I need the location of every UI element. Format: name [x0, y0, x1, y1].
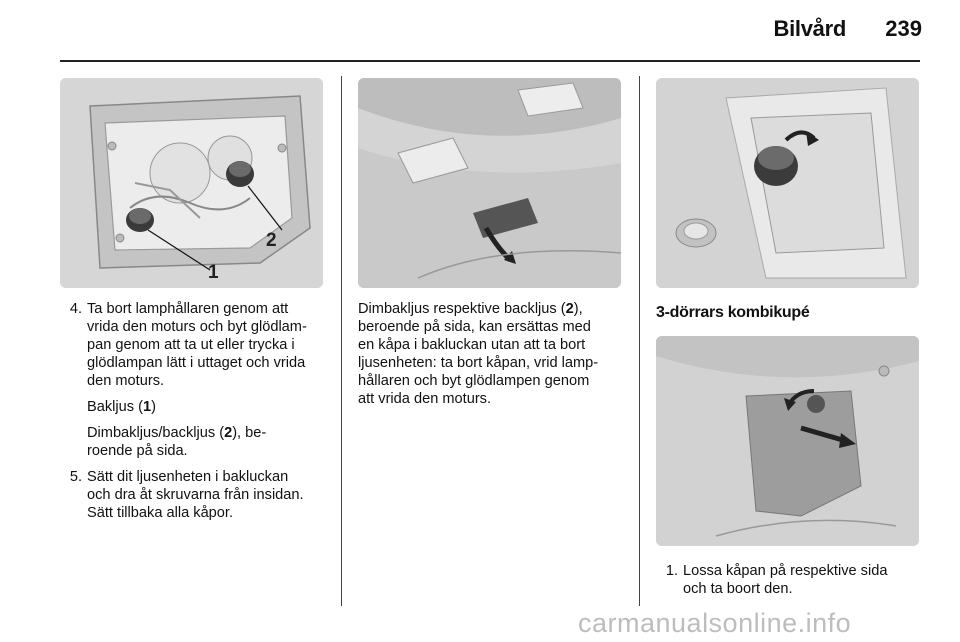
column-3-text [656, 562, 926, 598]
step-1-line-1: Lossa kåpan på respektive sida [683, 563, 888, 579]
page-number: 239 [885, 16, 922, 41]
cover-removal-illustration [656, 336, 919, 546]
col2-line-2: beroende på sida, kan ersättas med [358, 319, 591, 335]
callout-1: 1 [208, 262, 219, 283]
callout-2: 2 [266, 230, 277, 251]
figure-taillamp-holder [60, 78, 323, 288]
bakljus-note: Bakljus (1) [87, 399, 156, 415]
step-5-line-2: och dra åt skruvarna från insidan. [87, 487, 304, 503]
column-divider-left [341, 76, 342, 606]
column-2-text [358, 300, 628, 408]
col2-line-1: Dimbakljus respektive backljus (2), [358, 301, 583, 317]
col2-line-5: hållaren och byt glödlampen genom [358, 373, 590, 389]
lampholder-illustration [656, 78, 919, 288]
col2-line-6: att vrida den moturs. [358, 391, 492, 407]
step-1-number: 1. [665, 563, 678, 579]
figure-lampholder-closeup [656, 78, 919, 288]
step-4 [60, 300, 330, 390]
step-5 [60, 468, 330, 522]
col2-line-4: ljusenheten: ta bort kåpan, vrid lamp- [358, 355, 599, 371]
column-divider-right [639, 76, 640, 606]
header-rule [60, 60, 920, 62]
section-title: Bilvård [773, 16, 846, 41]
step-1-line-2: och ta boort den. [683, 581, 793, 597]
figure-3door-cover [656, 336, 919, 546]
dimbakljus-note: Dimbakljus/backljus (2), be- [87, 425, 267, 441]
dimbakljus-note-line-2: roende på sida. [87, 443, 188, 459]
step-5-line-1: Sätt dit ljusenheten i bakluckan [87, 469, 289, 485]
watermark: carmanualsonline.info [578, 608, 852, 638]
step-4-line-2: vrida den moturs och byt glödlam- [87, 319, 307, 335]
step-4-line-5: den moturs. [87, 373, 165, 389]
step-5-number: 5. [69, 469, 82, 485]
step-4-line-4: glödlampan lätt i uttaget och vrida [87, 355, 306, 371]
tailgate-illustration [358, 78, 621, 288]
taillamp-illustration [60, 78, 323, 288]
section-heading-3door: 3-dörrars kombikupé [656, 304, 810, 321]
step-4-line-3: pan genom att ta ut eller trycka i [87, 337, 295, 353]
step-4-line-1: Ta bort lamphållaren genom att [87, 301, 289, 317]
col2-line-3: en kåpa i bakluckan utan att ta bort [358, 337, 586, 353]
step-4-number: 4. [69, 301, 82, 317]
step-5-line-3: Sätt tillbaka alla kåpor. [87, 505, 234, 521]
column-1-text [60, 300, 330, 522]
figure-tailgate-cover [358, 78, 621, 288]
step-1 [656, 562, 926, 598]
